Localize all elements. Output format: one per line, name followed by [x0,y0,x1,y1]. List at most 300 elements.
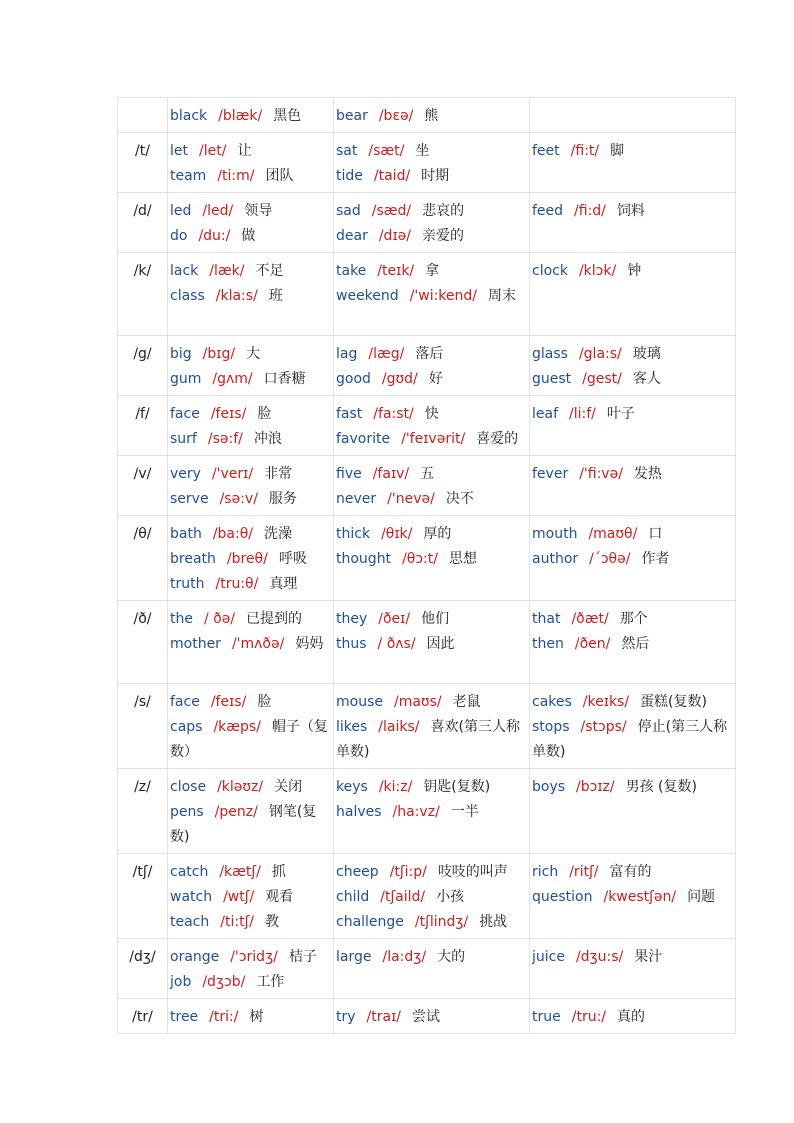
word-meaning: 发热 [633,466,662,482]
example-cell [530,516,736,601]
phoneme-symbol: /f/ [118,396,168,456]
word-meaning: 时期 [421,168,450,184]
example-entry [336,199,527,224]
example-word: fever [532,466,569,482]
phonetic-transcription: /du:/ [198,228,231,244]
example-word: truth [170,576,205,592]
example-entry [170,885,331,910]
example-entry [336,462,527,487]
example-word: job [170,974,192,990]
example-entry [336,284,527,309]
phoneme-symbol: /z/ [118,769,168,854]
word-meaning: 那个 [619,611,648,627]
example-word: breath [170,551,216,567]
example-word: large [336,949,372,965]
word-meaning: 尝试 [412,1009,440,1025]
example-word: big [170,346,192,362]
example-entry [532,885,733,910]
example-entry [336,342,527,367]
table-row [118,396,736,456]
example-cell [168,516,334,601]
example-cell [334,336,530,396]
phonetic-transcription: /maʊs/ [393,694,442,710]
word-meaning: 班 [268,288,283,304]
phonetic-transcription: /ˊɔθə/ [589,551,631,567]
word-meaning: 口香糖 [263,371,306,387]
example-word: catch [170,864,209,880]
phonetic-transcription: /'nevə/ [387,491,435,507]
example-entry [532,522,733,547]
word-meaning: 抓 [271,864,286,880]
example-entry [170,690,331,715]
example-word: mouth [532,526,578,542]
example-cell [530,456,736,516]
example-word: boys [532,779,566,795]
word-meaning: 客人 [632,371,661,387]
example-entry [336,259,527,284]
word-meaning: 快 [424,406,439,422]
phonetic-transcription: /la:dʒ/ [382,949,427,965]
example-word: tide [336,168,363,184]
example-word: class [170,288,205,304]
word-meaning: 关闭 [274,779,303,795]
phonetic-transcription: /gest/ [582,371,622,387]
phonetic-transcription: /dʒɔb/ [202,974,246,990]
word-meaning: 工作 [256,974,285,990]
example-entry [532,607,733,632]
phonetic-transcription: /faɪv/ [372,466,410,482]
example-entry [532,402,733,427]
phonics-table [117,97,736,1034]
example-cell [334,516,530,601]
example-entry [170,547,331,572]
word-meaning: 落后 [415,346,444,362]
word-meaning: 一半 [450,804,479,820]
word-meaning: 老鼠 [452,694,481,710]
example-entry [336,607,527,632]
example-word: then [532,636,564,652]
example-entry [336,885,527,910]
phonetic-transcription: /kæps/ [213,719,261,735]
word-meaning: 悲哀的 [422,203,465,219]
phonetic-transcription: /tri:/ [209,1009,239,1025]
example-entry [336,522,527,547]
example-word: orange [170,949,220,965]
phonetic-transcription: /maʊθ/ [588,526,638,542]
phonetic-transcription: /tʃaild/ [380,889,426,905]
phonetic-transcription: /kla:s/ [215,288,258,304]
example-word: lack [170,263,199,279]
example-word: fast [336,406,363,422]
example-cell [334,98,530,133]
phonetic-transcription: /tru:θ/ [215,576,259,592]
phonetic-transcription: /tru:/ [571,1009,607,1025]
phonetic-transcription: /keɪks/ [582,694,630,710]
example-word: mouse [336,694,383,710]
phonetic-transcription: /dɪə/ [378,228,411,244]
example-cell [168,396,334,456]
phonetic-transcription: /'feɪvərit/ [401,431,466,447]
phonetic-transcription: /wtʃ/ [223,889,255,905]
example-word: tree [170,1009,199,1025]
example-entry [170,945,331,970]
example-word: clock [532,263,568,279]
phonetic-transcription: /traɪ/ [366,1009,401,1025]
word-meaning: 不足 [255,263,284,279]
word-meaning: 五 [420,466,435,482]
example-cell [334,396,530,456]
example-entry [532,632,733,657]
example-entry [170,104,331,129]
example-word: thus [336,636,367,652]
word-meaning: 非常 [264,466,293,482]
word-meaning: 男孩 (复数) [625,779,697,795]
phonetic-transcription: /bɛə/ [378,108,414,124]
example-word: pens [170,804,204,820]
phonetic-transcription: /ti:tʃ/ [220,914,254,930]
phonetic-transcription: /breθ/ [226,551,268,567]
example-word: bear [336,108,368,124]
word-meaning: 坐 [415,143,430,159]
example-word: rich [532,864,559,880]
example-word: juice [532,949,565,965]
example-word: surf [170,431,197,447]
example-entry [532,547,733,572]
table-row [118,684,736,769]
word-meaning: 让 [237,143,252,159]
phonetic-transcription: /gʌm/ [212,371,253,387]
example-entry [170,259,331,284]
example-word: that [532,611,561,627]
example-entry [170,632,331,657]
example-word: cheep [336,864,379,880]
phonetic-transcription: /taid/ [373,168,411,184]
example-entry [336,547,527,572]
phonetic-transcription: /gla:s/ [578,346,622,362]
example-cell [168,769,334,854]
phonetic-transcription: /θɪk/ [381,526,413,542]
example-entry [170,607,331,632]
word-meaning: 已提到的 [246,611,303,627]
example-cell [168,253,334,336]
example-cell [334,601,530,684]
word-meaning: 周末 [488,288,516,304]
example-entry [532,462,733,487]
example-cell [334,193,530,253]
example-entry [170,342,331,367]
word-meaning: 富有的 [609,864,652,880]
example-word: watch [170,889,213,905]
word-meaning: 熊 [424,108,439,124]
example-cell [530,253,736,336]
example-entry [336,104,527,129]
example-word: led [170,203,192,219]
example-entry [170,427,331,452]
example-word: feed [532,203,564,219]
example-entry [532,342,733,367]
example-word: glass [532,346,568,362]
word-meaning: 好 [428,371,443,387]
phoneme-symbol: /t/ [118,133,168,193]
phonetic-transcription: / ðə/ [203,611,236,627]
example-cell [168,98,334,133]
word-meaning: 停止(第三人称单数) [532,719,728,760]
table-row [118,193,736,253]
word-meaning: 厚的 [423,526,452,542]
example-entry [170,860,331,885]
example-entry [336,427,527,452]
phoneme-symbol [118,98,168,133]
phonetic-transcription: /sə:f/ [207,431,243,447]
table-row [118,601,736,684]
example-entry [170,284,331,309]
example-word: favorite [336,431,391,447]
example-cell [168,684,334,769]
word-meaning: 脸 [257,694,272,710]
word-meaning: 脸 [257,406,272,422]
word-meaning: 挑战 [479,914,508,930]
phonetic-transcription: /bɪg/ [202,346,236,362]
example-word: five [336,466,362,482]
word-meaning: 呼吸 [278,551,307,567]
example-cell [530,336,736,396]
example-word: good [336,371,371,387]
example-cell [530,133,736,193]
phonetic-transcription: /sə:v/ [219,491,258,507]
example-cell [334,684,530,769]
phonetic-transcription: /teɪk/ [377,263,415,279]
example-word: likes [336,719,368,735]
word-meaning: 钢笔(复数) [170,804,317,845]
example-entry [170,224,331,249]
example-entry [532,860,733,885]
example-cell [334,769,530,854]
phonetic-transcription: /fa:st/ [373,406,414,422]
example-entry [170,367,331,392]
word-meaning: 口 [648,526,663,542]
table-row [118,133,736,193]
example-entry [336,945,527,970]
example-word: serve [170,491,209,507]
word-meaning: 他们 [421,611,450,627]
word-meaning: 蛋糕(复数) [640,694,707,710]
example-entry [170,199,331,224]
example-cell [530,684,736,769]
phoneme-symbol: /k/ [118,253,168,336]
example-cell [168,854,334,939]
example-cell [168,193,334,253]
example-word: mother [170,636,221,652]
example-entry [532,259,733,284]
word-meaning: 领导 [244,203,273,219]
example-word: guest [532,371,572,387]
example-entry [532,199,733,224]
word-meaning: 玻璃 [632,346,661,362]
example-word: keys [336,779,368,795]
phonetic-transcription: /dʒu:s/ [575,949,624,965]
example-entry [170,1005,331,1030]
phonetic-transcription: /tʃlindʒ/ [414,914,469,930]
phonetic-transcription: /'ɔridʒ/ [230,949,278,965]
example-word: sad [336,203,361,219]
example-entry [336,775,527,800]
word-meaning: 果汁 [634,949,663,965]
phonetic-transcription: /ðeɪ/ [378,611,411,627]
example-cell [334,854,530,939]
word-meaning: 冲浪 [253,431,282,447]
table-row [118,516,736,601]
example-entry [532,139,733,164]
example-entry [170,462,331,487]
phoneme-symbol: /ð/ [118,601,168,684]
phonics-table-body [118,98,736,1034]
example-word: very [170,466,201,482]
word-meaning: 思想 [448,551,477,567]
word-meaning: 服务 [268,491,297,507]
example-cell [334,253,530,336]
example-cell [168,336,334,396]
example-word: try [336,1009,356,1025]
phonetic-transcription: /led/ [202,203,234,219]
phonetic-transcription: /'wi:kend/ [409,288,477,304]
example-cell [530,999,736,1034]
example-word: thought [336,551,392,567]
example-entry [170,402,331,427]
example-entry [170,715,331,765]
example-word: dear [336,228,368,244]
example-word: face [170,406,200,422]
example-entry [532,775,733,800]
example-cell [530,601,736,684]
word-meaning: 作者 [641,551,670,567]
phonetic-transcription: /kwestʃən/ [603,889,677,905]
example-cell [168,456,334,516]
example-word: caps [170,719,203,735]
phonetic-transcription: /let/ [199,143,227,159]
example-word: teach [170,914,210,930]
example-word: team [170,168,207,184]
word-meaning: 叶子 [606,406,635,422]
phoneme-symbol: /tr/ [118,999,168,1034]
phonetic-transcription: /tʃi:p/ [389,864,427,880]
example-cell [334,133,530,193]
word-meaning: 饲料 [616,203,645,219]
example-entry [170,572,331,597]
phonetic-transcription: /'fi:və/ [579,466,623,482]
phonetic-transcription: /læg/ [368,346,405,362]
example-word: author [532,551,579,567]
example-entry [532,715,733,765]
word-meaning: 然后 [621,636,650,652]
table-row [118,939,736,999]
phonetic-transcription: /bɔɪz/ [576,779,615,795]
phonetic-transcription: /'verɪ/ [211,466,254,482]
phoneme-symbol: /tʃ/ [118,854,168,939]
example-entry [336,224,527,249]
phoneme-symbol: /d/ [118,193,168,253]
phonetic-transcription: /klɔk/ [578,263,617,279]
phonetic-transcription: /feɪs/ [210,694,247,710]
example-entry [336,910,527,935]
word-meaning: 观看 [265,889,294,905]
example-entry [170,164,331,189]
word-meaning: 做 [241,228,256,244]
phonetic-transcription: /gʊd/ [381,371,418,387]
phonetic-transcription: /fi:t/ [570,143,600,159]
example-word: black [170,108,208,124]
example-entry [170,139,331,164]
example-cell [334,456,530,516]
word-meaning: 帽子（复数） [170,719,328,760]
phonetic-transcription: /stɔps/ [580,719,627,735]
example-word: sat [336,143,358,159]
example-entry [170,522,331,547]
example-word: gum [170,371,202,387]
word-meaning: 洗澡 [264,526,293,542]
word-meaning: 桔子 [288,949,317,965]
word-meaning: 拿 [425,263,440,279]
word-meaning: 钥匙(复数) [423,779,491,795]
example-entry [170,775,331,800]
table-row [118,336,736,396]
example-word: the [170,611,193,627]
example-entry [336,632,527,657]
phonetic-transcription: /ha:vz/ [392,804,440,820]
phonetic-transcription: /kləʊz/ [217,779,264,795]
word-meaning: 真的 [617,1009,646,1025]
example-entry [336,860,527,885]
phonetic-transcription: /kætʃ/ [219,864,261,880]
word-meaning: 小孩 [436,889,465,905]
table-row [118,854,736,939]
example-word: thick [336,526,371,542]
example-entry [532,945,733,970]
example-word: leaf [532,406,559,422]
phonetic-transcription: /'mʌðə/ [231,636,285,652]
example-entry [170,970,331,995]
word-meaning: 喜爱的 [476,431,519,447]
table-row [118,98,736,133]
phoneme-symbol: /v/ [118,456,168,516]
example-cell [530,193,736,253]
phonetic-transcription: /ðæt/ [571,611,609,627]
table-row [118,769,736,854]
example-word: face [170,694,200,710]
word-meaning: 教 [265,914,279,930]
example-cell [530,769,736,854]
example-entry [336,487,527,512]
word-meaning: 吱吱的叫声 [437,864,508,880]
example-entry [336,690,527,715]
example-entry [170,800,331,850]
example-word: take [336,263,367,279]
phonetic-transcription: /blæk/ [218,108,263,124]
example-word: never [336,491,377,507]
example-entry [170,910,331,935]
example-cell [334,939,530,999]
table-row [118,999,736,1034]
example-cell [530,939,736,999]
table-row [118,253,736,336]
example-word: child [336,889,370,905]
phonetic-transcription: /ba:θ/ [212,526,254,542]
word-meaning: 黑色 [273,108,302,124]
phonetic-transcription: /penz/ [214,804,258,820]
phonetic-transcription: /læk/ [209,263,245,279]
example-word: lag [336,346,358,362]
example-word: true [532,1009,561,1025]
example-entry [336,1005,527,1030]
